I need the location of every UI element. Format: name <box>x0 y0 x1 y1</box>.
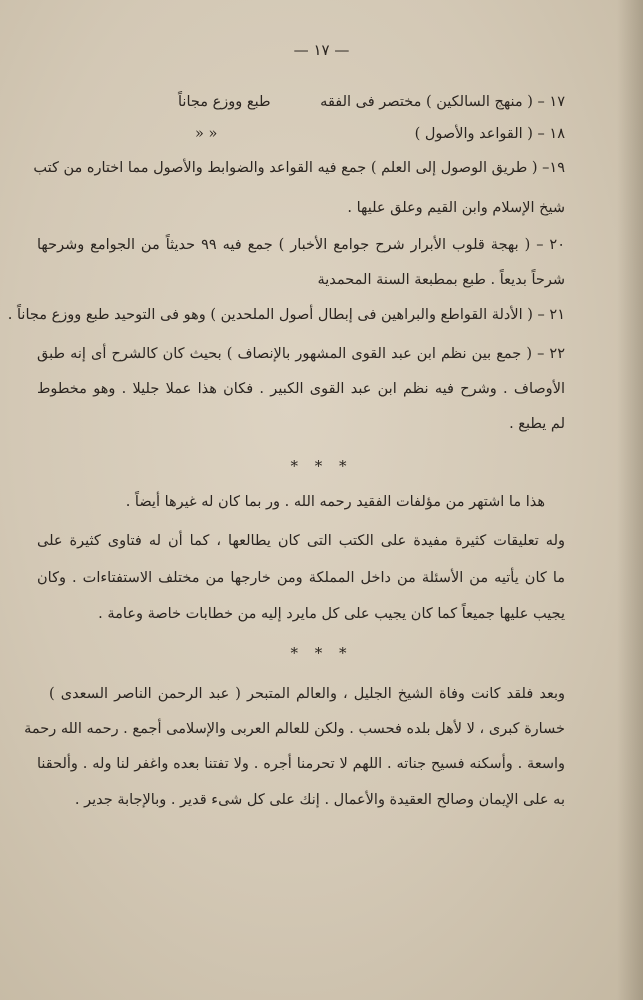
paragraph-3-line-1: وبعد فلقد كانت وفاة الشيخ الجليل ، والعالم المتبحر ( عبد الرحمن الناصر السعدى ) <box>49 686 565 702</box>
list-item-22-line-3: لم يطبع . <box>509 416 565 432</box>
list-item-21: ٢١ – ( الأدلة القواطع والبراهين فى إبطال أصول الملحدين ) وهو فى التوحيد طبع ووزع مجاناً . <box>7 307 565 323</box>
paragraph-2-line-3: يجيب عليها جميعاً كما كان يجيب على كل مايرد إليه من خطابات خاصة وعامة . <box>98 606 565 622</box>
paragraph-2-line-2: ما كان يأتيه من الأسئلة من داخل المملكة ومن خارجها من مختلف الاستفتاءات . وكان <box>37 570 565 586</box>
list-item-22-line-2: الأوصاف . وشرح فيه نظم ابن عبد القوى الكبير . فكان هذا عملا جليلا . وهو مخطوط <box>37 381 565 397</box>
paragraph-2-line-1: وله تعليقات كثيرة مفيدة على الكتب التى كان يطالعها ، كما أن له فتاوى كثيرة على <box>37 533 565 549</box>
page-number: — ١٧ — <box>293 41 350 59</box>
list-item-18-note: « « <box>195 126 218 142</box>
list-item-19-line-1: ١٩– ( طريق الوصول إلى العلم ) جمع فيه القواعد والضوابط والأصول مما اختاره من كتب <box>33 160 565 176</box>
list-item-18: ١٨ – ( القواعد والأصول ) <box>414 126 565 142</box>
paragraph-3-line-2: خسارة كبرى ، لا لأهل بلده فحسب . ولكن للعالم العربى والإسلامى أجمع . رحمه الله رحمة <box>24 721 565 737</box>
list-item-20-line-1: ٢٠ – ( بهجة قلوب الأبرار شرح جوامع الأخبار ) جمع فيه ٩٩ حديثاً من الجوامع وشرحها <box>37 237 565 253</box>
paragraph-1: هذا ما اشتهر من مؤلفات الفقيد رحمه الله . ور بما كان له غيرها أيضاً . <box>125 494 545 510</box>
list-item-20-line-2: شرحاً بديعاً . طبع بمطبعة السنة المحمدية <box>317 272 565 288</box>
section-separator: * * * <box>290 644 353 662</box>
page-edge-shadow <box>617 0 643 1000</box>
list-item-17-note: طبع ووزع مجاناً <box>178 94 271 110</box>
list-item-22-line-1: ٢٢ – ( جمع بين نظم ابن عبد القوى المشهور بالإنصاف ) بحيث كان كالشرح أى إنه طبق <box>37 346 565 362</box>
paragraph-3-line-3: واسعة . وأسكنه فسيح جناته . اللهم لا تحرمنا أجره . ولا تفتنا بعده واغفر لنا وله . وألحقنا <box>37 756 565 772</box>
list-item-19-line-2: شيخ الإسلام وابن القيم وعلق عليها . <box>347 200 565 216</box>
list-item-17: ١٧ – ( منهج السالكين ) مختصر فى الفقه <box>320 94 565 110</box>
paragraph-3-line-4: به على الإيمان وصالح العقيدة والأعمال . إنك على كل شىء قدير . وبالإجابة جدير . <box>74 792 565 808</box>
section-separator: * * * <box>290 457 353 475</box>
